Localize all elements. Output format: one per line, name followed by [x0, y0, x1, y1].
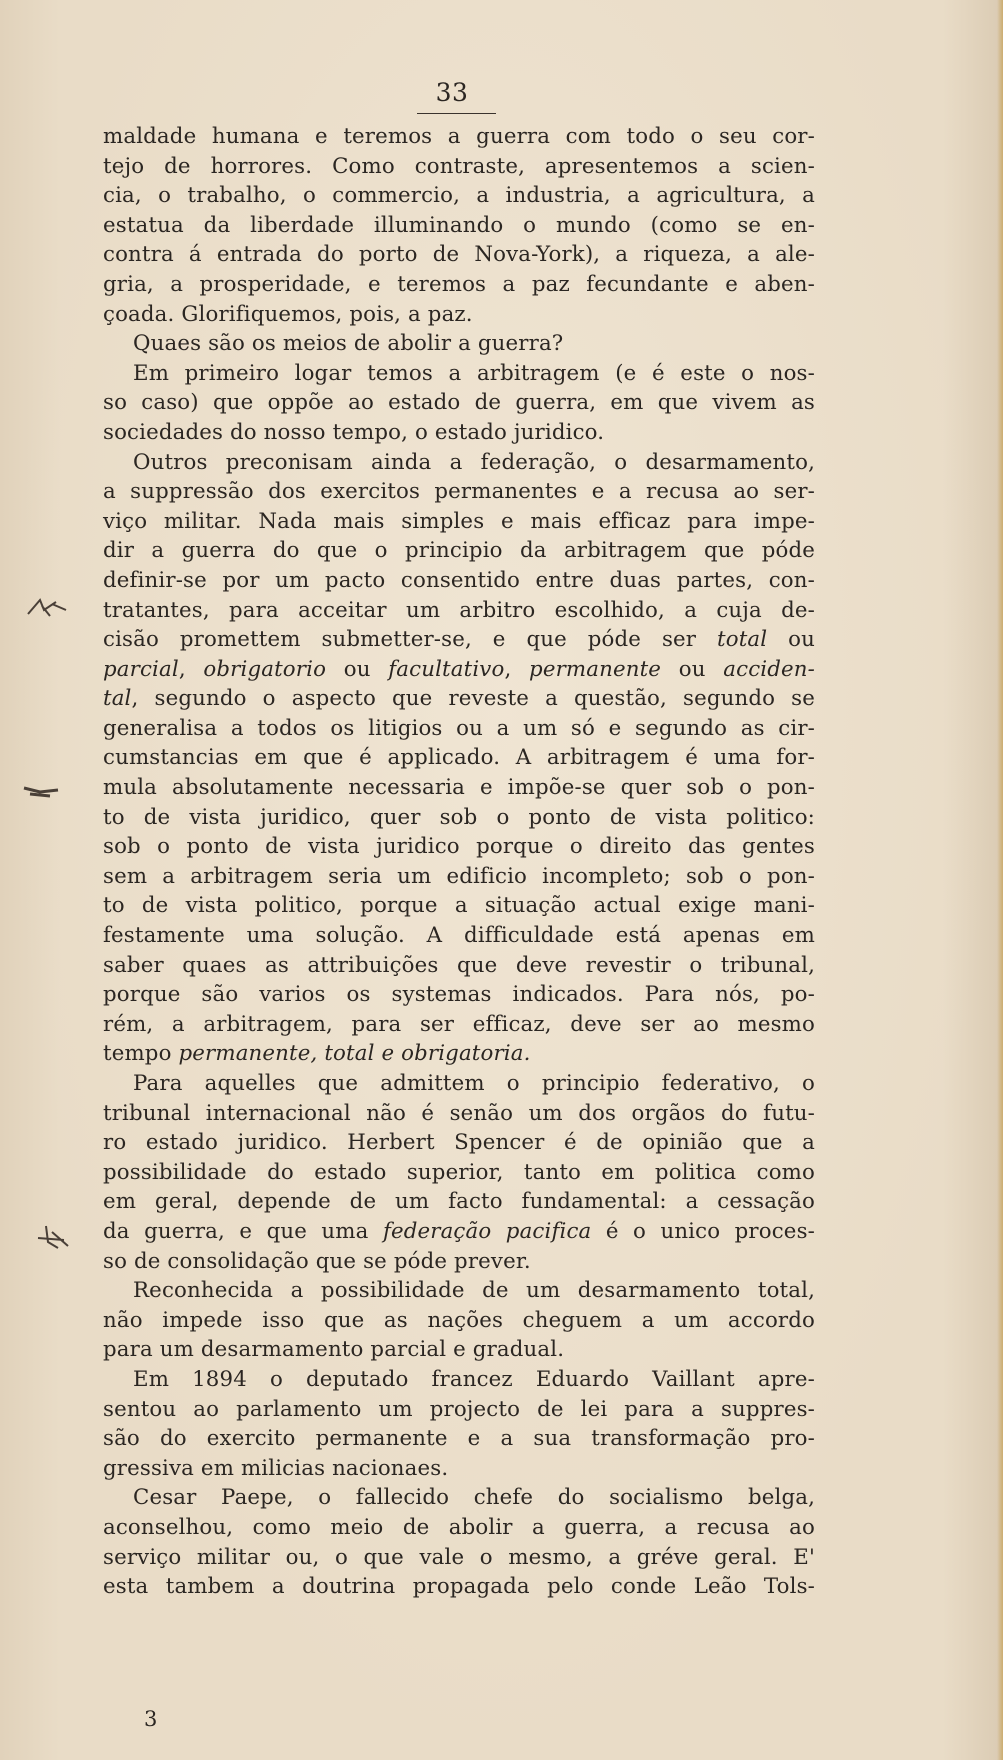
text-line	[103, 418, 815, 448]
text-segment: esta tambem a doutrina propagada pelo conde Leão Tols-	[103, 1574, 815, 1600]
text-line	[103, 1454, 815, 1484]
text-line	[103, 536, 815, 566]
italic-text: obrigatorio	[203, 656, 327, 682]
text-line	[103, 980, 815, 1010]
text-line	[103, 1365, 815, 1395]
italic-text: permanente, total e obrigatoria.	[178, 1041, 531, 1067]
text-segment: viço militar. Nada mais simples e mais efficaz para impe-	[103, 508, 815, 534]
text-segment: tempo	[103, 1041, 179, 1067]
text-segment: tratantes, para acceitar um arbitro escolhido, a cuja de-	[103, 597, 815, 623]
text-line	[103, 448, 815, 478]
text-segment: ou	[661, 656, 724, 682]
italic-text: tal	[103, 686, 132, 712]
text-line	[103, 625, 815, 655]
text-line	[103, 1187, 815, 1217]
text-line	[103, 684, 815, 714]
text-segment: contra á entrada do porto de Nova-York), a riqueza, a ale-	[103, 242, 815, 268]
text-line	[103, 181, 815, 211]
text-segment: sociedades do nosso tempo, o estado juridico.	[103, 419, 605, 445]
text-line	[103, 477, 815, 507]
text-line	[103, 1158, 815, 1188]
text-segment: cumstancias em que é applicado. A arbitragem é uma for-	[103, 745, 815, 771]
text-segment: to de vista politico, porque a situação actual exige mani-	[103, 893, 815, 919]
margin-ink-mark	[28, 1222, 78, 1252]
text-segment: a suppressão dos exercitos permanentes e a recusa ao ser-	[103, 479, 815, 505]
text-segment: são do exercito permanente e a sua transformação pro-	[103, 1426, 815, 1452]
text-line	[103, 743, 815, 773]
text-segment: ro estado juridico. Herbert Spencer é de opinião que a	[103, 1130, 815, 1156]
text-line	[103, 1513, 815, 1543]
text-segment: definir-se por um pacto consentido entre duas partes, con-	[103, 567, 815, 593]
text-segment: gria, a prosperidade, e teremos a paz fecundante e aben-	[103, 271, 815, 297]
text-line	[103, 803, 815, 833]
text-segment: saber quaes as attribuições que deve revestir o tribunal,	[103, 952, 815, 978]
text-segment: da guerra, e que uma	[103, 1218, 383, 1244]
italic-text: facultativo	[388, 656, 505, 682]
text-line	[103, 921, 815, 951]
text-segment: çoada. Glorifiquemos, pois, a paz.	[103, 301, 473, 327]
text-line	[103, 1010, 815, 1040]
text-line	[103, 1099, 815, 1129]
text-segment: é o unico proces-	[591, 1218, 815, 1244]
text-segment: gressiva em milicias nacionaes.	[103, 1455, 449, 1481]
text-segment: generalisa a todos os litigios ou a um só e segundo as cir-	[103, 715, 815, 741]
text-segment: , segundo o aspecto que reveste a questão, segundo se	[131, 686, 815, 712]
italic-text: parcial	[103, 656, 179, 682]
text-segment: Em primeiro logar temos a arbitragem (e é este o nos-	[133, 360, 815, 386]
italic-text: acciden-	[723, 656, 815, 682]
text-segment: não impede isso que as nações cheguem a um accordo	[103, 1307, 815, 1333]
text-segment: festamente uma solução. A difficuldade está apenas em	[103, 923, 815, 949]
text-line	[103, 566, 815, 596]
text-line	[103, 773, 815, 803]
text-line	[103, 1572, 815, 1602]
text-line	[103, 329, 815, 359]
text-segment: porque são varios os systemas indicados. Para nós, po-	[103, 982, 815, 1008]
margin-ink-mark	[22, 592, 74, 622]
page-edge	[997, 0, 1003, 1760]
text-line	[103, 951, 815, 981]
text-segment: mula absolutamente necessaria e impõe-se quer sob o pon-	[103, 775, 815, 801]
text-segment: estatua da liberdade illuminando o mundo (como se en-	[103, 212, 815, 238]
text-segment: possibilidade do estado superior, tanto em politica como	[103, 1159, 815, 1185]
text-line	[103, 1217, 815, 1247]
text-segment: serviço militar ou, o que vale o mesmo, a gréve geral. E'	[103, 1544, 815, 1570]
text-line	[103, 122, 815, 152]
text-segment: Reconhecida a possibilidade de um desarmamento total,	[133, 1278, 815, 1304]
text-line	[103, 1069, 815, 1099]
text-segment: ou	[767, 627, 815, 653]
text-line	[103, 270, 815, 300]
text-line	[103, 1543, 815, 1573]
text-segment: tejo de horrores. Como contraste, apresentemos a scien-	[103, 153, 815, 179]
italic-text: federação pacifica	[382, 1218, 592, 1244]
text-line	[103, 1335, 815, 1365]
page-number: 33	[435, 78, 469, 107]
text-line	[103, 152, 815, 182]
text-segment: rém, a arbitragem, para ser efficaz, deve ser ao mesmo	[103, 1011, 815, 1037]
text-line	[103, 1276, 815, 1306]
text-segment: ,	[178, 656, 204, 682]
text-segment: so caso) que oppõe ao estado de guerra, em que vivem as	[103, 390, 815, 416]
text-line	[103, 1039, 815, 1069]
text-line	[103, 655, 815, 685]
text-line	[103, 388, 815, 418]
signature-mark: 3	[144, 1707, 158, 1731]
text-line	[103, 832, 815, 862]
text-line	[103, 1483, 815, 1513]
text-segment: sem a arbitragem seria um edificio incompleto; sob o pon-	[103, 863, 815, 889]
text-line	[103, 359, 815, 389]
text-segment: tribunal internacional não é senão um dos orgãos do futu-	[103, 1100, 815, 1126]
text-line	[103, 240, 815, 270]
text-segment: para um desarmamento parcial e gradual.	[103, 1337, 565, 1363]
text-line	[103, 1247, 815, 1277]
text-segment: Em 1894 o deputado francez Eduardo Vaillant apre-	[133, 1366, 815, 1392]
text-segment: to de vista juridico, quer sob o ponto de vista politico:	[103, 804, 815, 830]
text-segment: ,	[504, 656, 530, 682]
text-segment: so de consolidação que se póde prever.	[103, 1248, 531, 1274]
text-segment: cisão promettem submetter-se, e que póde ser	[103, 627, 718, 653]
text-line	[103, 1424, 815, 1454]
text-segment: aconselhou, como meio de abolir a guerra, a recusa ao	[103, 1514, 815, 1540]
text-line	[103, 891, 815, 921]
text-line	[103, 596, 815, 626]
text-line	[103, 300, 815, 330]
text-segment: Quaes são os meios de abolir a guerra?	[133, 331, 564, 357]
text-segment: sentou ao parlamento um projecto de lei para a suppres-	[103, 1396, 815, 1422]
body-text	[103, 122, 815, 1602]
italic-text: permanente	[529, 656, 662, 682]
text-line	[103, 507, 815, 537]
text-segment: cia, o trabalho, o commercio, a industria, a agricultura, a	[103, 183, 815, 209]
text-line	[103, 862, 815, 892]
margin-ink-mark	[20, 780, 64, 800]
text-line	[103, 1128, 815, 1158]
text-line	[103, 714, 815, 744]
italic-text: total	[717, 627, 768, 653]
text-line	[103, 1395, 815, 1425]
text-line	[103, 1306, 815, 1336]
text-segment: sob o ponto de vista juridico porque o direito das gentes	[103, 834, 815, 860]
text-line	[103, 211, 815, 241]
text-segment: ou	[326, 656, 389, 682]
text-segment: Outros preconisam ainda a federação, o desarmamento,	[133, 449, 815, 475]
page-number-rule	[417, 113, 496, 114]
text-segment: maldade humana e teremos a guerra com todo o seu cor-	[103, 124, 815, 149]
text-segment: Cesar Paepe, o fallecido chefe do socialismo belga,	[133, 1485, 815, 1511]
text-segment: dir a guerra do que o principio da arbitragem que póde	[103, 538, 815, 564]
text-segment: em geral, depende de um facto fundamental: a cessação	[103, 1189, 815, 1215]
text-segment: Para aquelles que admittem o principio federativo, o	[133, 1071, 815, 1096]
